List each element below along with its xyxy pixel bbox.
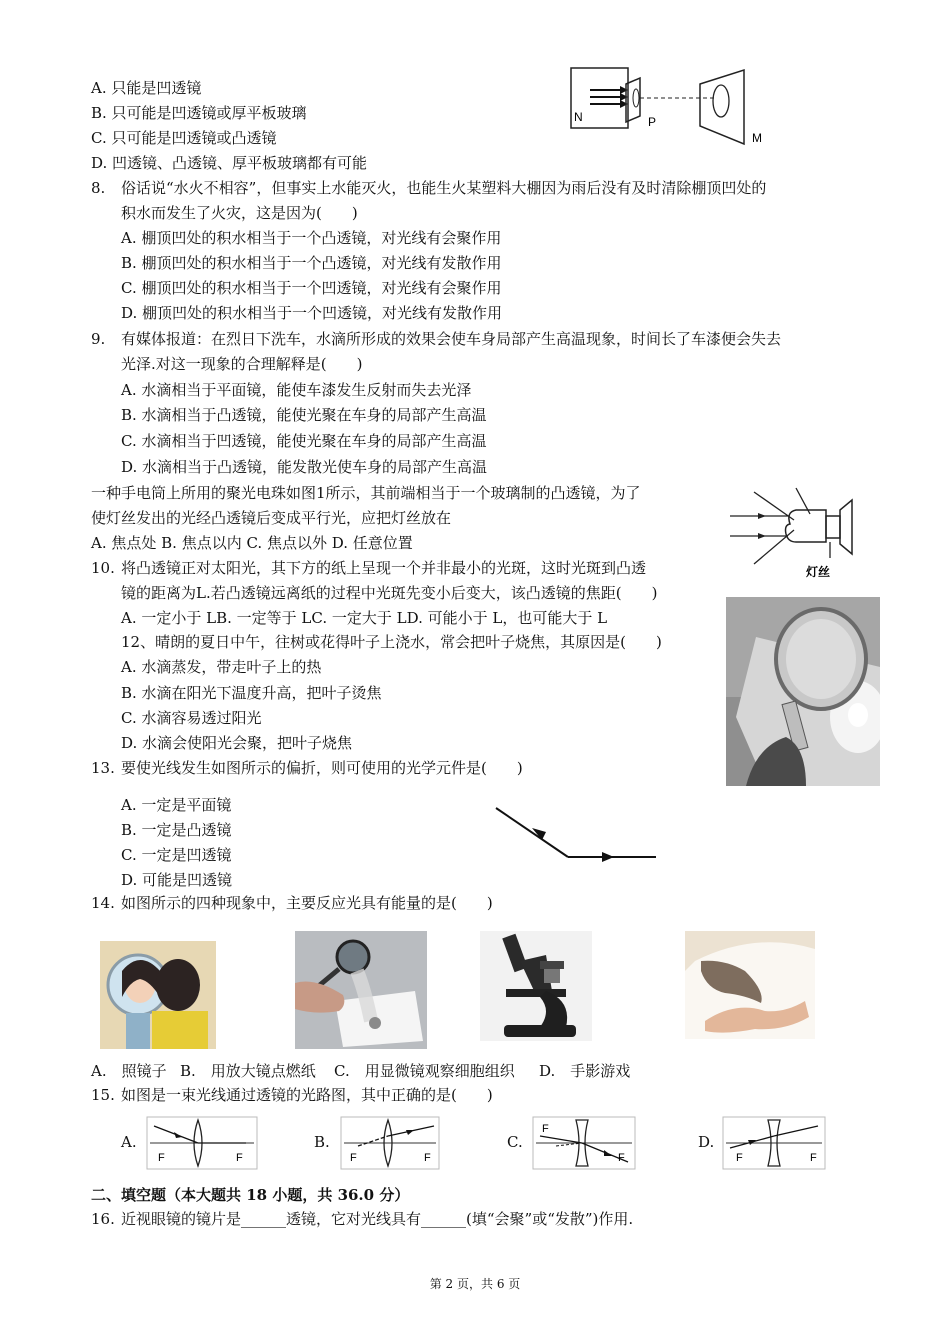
q16-text: 近视眼镜的镜片是______透镜，它对光线具有______(填“会聚”或“发散”)作用. bbox=[121, 1210, 634, 1228]
q15-option-c-letter: C. bbox=[507, 1133, 523, 1151]
focus-label: F bbox=[736, 1152, 743, 1164]
q14-stem: 如图所示的四种现象中，主要反应光具有能量的是( ) bbox=[121, 894, 493, 912]
section2-title-pre: 二、填空题（本大题共 bbox=[91, 1186, 247, 1204]
q8-option-a: A. 棚顶凹处的积水相当于一个凸透镜，对光线有会聚作用 bbox=[121, 229, 502, 247]
q12-option-d: D. 水滴会使阳光会聚，把叶子烧焦 bbox=[121, 734, 353, 752]
q8-stem-line2: 积水而发生了火灾，这是因为( ) bbox=[121, 204, 358, 222]
filament-label: 灯丝 bbox=[806, 565, 831, 579]
q15-diagram-b bbox=[340, 1116, 440, 1170]
q10-number: 10. bbox=[91, 559, 115, 577]
q9-stem-line1: 有媒体报道：在烈日下洗车，水滴所形成的效果会使车身局部产生高温现象，时间长了车漆便会失去 bbox=[121, 330, 782, 348]
photo-mirror bbox=[100, 941, 216, 1049]
q16-number: 16. bbox=[91, 1210, 115, 1228]
q15-option-b-letter: B. bbox=[314, 1133, 330, 1151]
section2-score: 36.0 bbox=[337, 1186, 375, 1204]
q9-option-c: C. 水滴相当于凹透镜，能使光聚在车身的局部产生高温 bbox=[121, 432, 487, 450]
q8-stem-line1: 俗话说“水火不相容”，但事实上水能灭火，也能生火某塑料大棚因为雨后没有及时清除棚顶凹处的 bbox=[121, 179, 767, 197]
q9-stem-line2: 光泽.对这一现象的合理解释是( ) bbox=[121, 355, 363, 373]
q7-option-b: B. 只可能是凹透镜或厚平板玻璃 bbox=[91, 104, 307, 122]
photo-hand-shadow bbox=[685, 931, 815, 1039]
q13-option-c: C. 一定是凹透镜 bbox=[121, 846, 232, 864]
q14-number: 14. bbox=[91, 894, 115, 912]
section2-count: 18 bbox=[246, 1186, 268, 1204]
section2-title bbox=[91, 1185, 409, 1205]
section2-title-mid: 小题，共 bbox=[267, 1186, 338, 1204]
q8-option-c: C. 棚顶凹处的积水相当于一个凹透镜，对光线有会聚作用 bbox=[121, 279, 502, 297]
q10-options: A. 一定小于 LB. 一定等于 LC. 一定大于 LD. 可能小于 L，也可能大于 L bbox=[121, 609, 608, 627]
photo-magnifier-paper bbox=[295, 931, 427, 1049]
q7-option-a: A. 只能是凹透镜 bbox=[91, 79, 202, 97]
flashlight-bulb-figure bbox=[726, 478, 866, 582]
q9-option-d: D. 水滴相当于凸透镜，能发散光使车身的局部产生高温 bbox=[121, 458, 488, 476]
q14-caption-d: D. 手影游戏 bbox=[539, 1062, 631, 1080]
q12-stem: 12、晴朗的夏日中午，往树或花得叶子上浇水，常会把叶子烧焦，其原因是( ) bbox=[121, 633, 662, 651]
q14-caption-a: A. 照镜子 bbox=[91, 1062, 167, 1080]
focus-label: F bbox=[424, 1152, 431, 1164]
q7-figure bbox=[568, 64, 798, 154]
focus-label: F bbox=[236, 1152, 243, 1164]
q7-option-c: C. 只可能是凹透镜或凸透镜 bbox=[91, 129, 277, 147]
q7-option-d: D. 凹透镜、凸透镜、厚平板玻璃都有可能 bbox=[91, 154, 368, 172]
q13-option-d: D. 可能是凹透镜 bbox=[121, 871, 233, 889]
q8-option-b: B. 棚顶凹处的积水相当于一个凸透镜，对光线有发散作用 bbox=[121, 254, 502, 272]
q9-option-a: A. 水滴相当于平面镜，能使车漆发生反射而失去光泽 bbox=[121, 381, 472, 399]
flashlight-stem-line1: 一种手电筒上所用的聚光电珠如图1所示，其前端相当于一个玻璃制的凸透镜，为了 bbox=[91, 484, 641, 502]
section2-title-post: 分） bbox=[374, 1186, 410, 1204]
flashlight-options: A. 焦点处 B. 焦点以内 C. 焦点以外 D. 任意位置 bbox=[91, 534, 413, 552]
q15-option-a-letter: A. bbox=[121, 1133, 137, 1151]
q10-stem-line1: 将凸透镜正对太阳光，其下方的纸上呈现一个并非最小的光斑，这时光斑到凸透 bbox=[121, 559, 647, 577]
q9-option-b: B. 水滴相当于凸透镜，能使光聚在车身的局部产生高温 bbox=[121, 406, 487, 424]
q15-number: 15. bbox=[91, 1086, 115, 1104]
focus-label: F bbox=[158, 1152, 165, 1164]
q13-option-a: A. 一定是平面镜 bbox=[121, 796, 232, 814]
q15-diagram-c bbox=[532, 1116, 636, 1170]
q13-number: 13. bbox=[91, 759, 115, 777]
focus-label: F bbox=[350, 1152, 357, 1164]
flashlight-stem-line2: 使灯丝发出的光经凸透镜后变成平行光，应把灯丝放在 bbox=[91, 509, 452, 527]
label-n: N bbox=[574, 110, 583, 124]
q12-option-b: B. 水滴在阳光下温度升高，把叶子烫焦 bbox=[121, 684, 382, 702]
q15-diagram-d bbox=[722, 1116, 826, 1170]
q8-number: 8. bbox=[91, 179, 106, 197]
q8-option-d: D. 棚顶凹处的积水相当于一个凹透镜，对光线有发散作用 bbox=[121, 304, 503, 322]
q13-stem: 要使光线发生如图所示的偏折，则可使用的光学元件是( ) bbox=[121, 759, 523, 777]
focus-label: F bbox=[542, 1123, 549, 1135]
label-m: M bbox=[752, 131, 762, 145]
q10-stem-line2: 镜的距离为L.若凸透镜远离纸的过程中光斑先变小后变大，该凸透镜的焦距( ) bbox=[121, 584, 658, 602]
page-footer: 第 2 页，共 6 页 bbox=[429, 1277, 521, 1291]
q9-number: 9. bbox=[91, 330, 106, 348]
q13-option-b: B. 一定是凸透镜 bbox=[121, 821, 232, 839]
q14-caption-b: B. 用放大镜点燃纸 bbox=[180, 1062, 316, 1080]
photo-microscope bbox=[480, 931, 592, 1041]
focus-label: F bbox=[618, 1152, 625, 1164]
q12-option-a: A. 水滴蒸发，带走叶子上的热 bbox=[121, 658, 322, 676]
q14-caption-c: C. 用显微镜观察细胞组织 bbox=[334, 1062, 515, 1080]
q15-diagram-a bbox=[146, 1116, 258, 1170]
q12-option-c: C. 水滴容易透过阳光 bbox=[121, 709, 262, 727]
magnifier-photo bbox=[726, 597, 880, 786]
q15-option-d-letter: D. bbox=[698, 1133, 715, 1151]
label-p: P bbox=[648, 115, 657, 129]
q15-stem: 如图是一束光线通过透镜的光路图，其中正确的是( ) bbox=[121, 1086, 493, 1104]
focus-label: F bbox=[810, 1152, 817, 1164]
q13-ray-figure bbox=[492, 802, 662, 866]
